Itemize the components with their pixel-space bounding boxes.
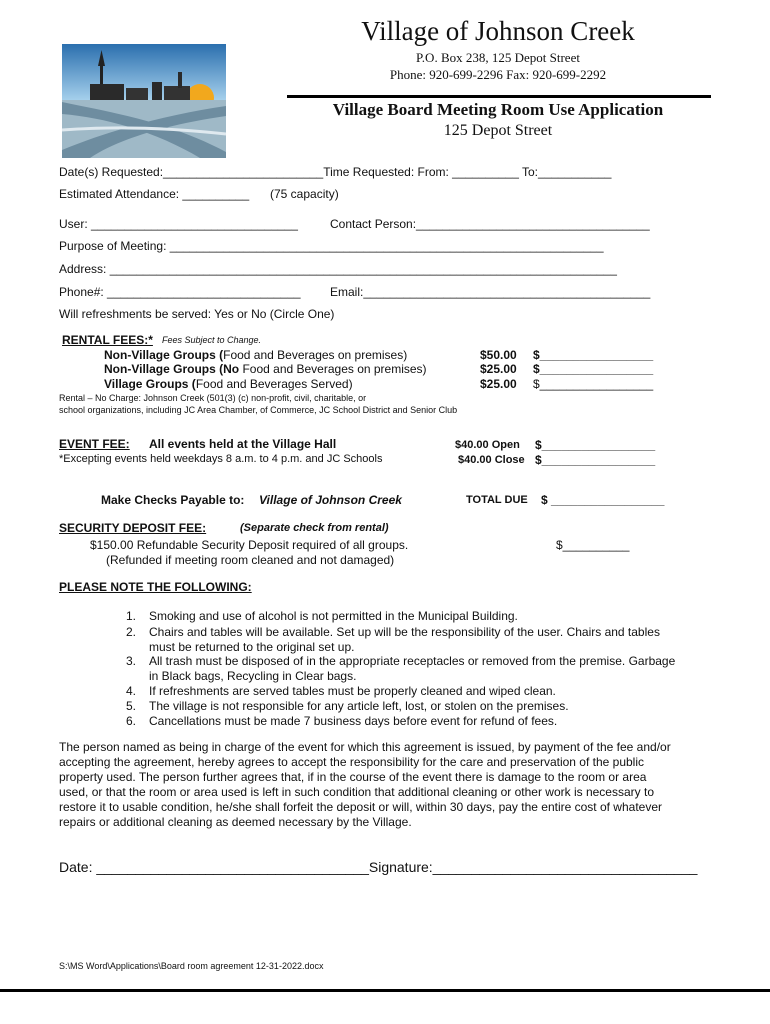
rental-amount-blank[interactable]: $_________________ <box>533 362 654 376</box>
purpose-field[interactable]: Purpose of Meeting: _________________________________________________________________ <box>59 239 604 253</box>
address-field[interactable]: Address: ____________________________________________________________________________ <box>59 262 617 276</box>
checks-payable-label: Make Checks Payable to: <box>101 493 245 507</box>
notes-heading: PLEASE NOTE THE FOLLOWING: <box>59 580 252 594</box>
rental-price: $25.00 <box>480 362 517 376</box>
village-title: Village of Johnson Creek <box>361 16 635 46</box>
total-due-blank[interactable]: $ _________________ <box>541 493 665 507</box>
header-rule <box>287 95 711 98</box>
rental-no-charge-note: school organizations, including JC Area Chamber, of Commerce, JC School District and Senior Club <box>59 405 458 415</box>
rental-fees-note: Fees Subject to Change. <box>162 335 262 345</box>
rental-no-charge-note: Rental – No Charge: Johnson Creek (501(3) (c) non-profit, civil, charitable, or <box>59 393 367 403</box>
user-field[interactable]: User: _______________________________ <box>59 217 298 231</box>
village-logo <box>60 42 228 160</box>
security-deposit-note: (Separate check from rental) <box>240 522 389 534</box>
footer-rule <box>0 989 770 992</box>
total-due-label: TOTAL DUE <box>466 494 528 506</box>
rental-amount-blank[interactable]: $_________________ <box>533 348 654 362</box>
file-path-footer: S:\MS Word\Applications\Board room agreement 12-31-2022.docx <box>59 961 324 971</box>
event-fee-open: $40.00 Open <box>455 439 520 451</box>
rental-row: Village Groups (Food and Beverages Served) <box>104 377 353 391</box>
agreement-line: restore it to usable condition, he/she shall forfeit the deposit or will, within 30 days, pay the entire cost of whatever <box>59 800 662 814</box>
form-title: Village Board Meeting Room Use Application <box>332 100 664 119</box>
date-signature-field[interactable]: Date: ___________________________________Signature:__________________________________ <box>59 859 698 875</box>
security-deposit-heading: SECURITY DEPOSIT FEE: <box>59 521 207 535</box>
deposit-amount-blank[interactable]: $__________ <box>556 538 630 552</box>
security-deposit-refund: (Refunded if meeting room cleaned and not damaged) <box>106 553 395 567</box>
event-fee-exception: *Excepting events held weekdays 8 a.m. to 4 p.m. and JC Schools <box>59 453 383 465</box>
dates-time-field[interactable]: Date(s) Requested:________________________Time Requested: From: __________ To:___________ <box>59 165 612 179</box>
rental-price: $50.00 <box>480 348 517 362</box>
village-address: P.O. Box 238, 125 Depot Street <box>416 50 580 65</box>
agreement-line: property used. The person further agrees that, if in the course of the event there is damage to the room or area <box>59 770 647 784</box>
security-deposit-amount: $150.00 Refundable Security Deposit required of all groups. <box>90 538 409 552</box>
rental-row: Non-Village Groups (Food and Beverages on premises) <box>104 348 408 362</box>
event-fee-close: $40.00 Close <box>458 454 525 466</box>
attendance-field[interactable]: Estimated Attendance: __________ <box>59 187 250 201</box>
event-close-blank[interactable]: $_________________ <box>535 453 656 467</box>
contact-person-field[interactable]: Contact Person:___________________________________ <box>330 217 650 231</box>
agreement-line: repairs or additional cleaning as deemed necessary by the Village. <box>59 815 412 829</box>
rental-amount-blank[interactable]: $_________________ <box>533 377 654 391</box>
rental-price: $25.00 <box>480 377 517 391</box>
event-open-blank[interactable]: $_________________ <box>535 438 656 452</box>
agreement-line: accepting the agreement, hereby agrees to accept the responsibility for the care and preservation of the public <box>59 755 645 769</box>
village-phone-fax: Phone: 920-699-2296 Fax: 920-699-2292 <box>389 67 607 82</box>
email-field[interactable]: Email:___________________________________________ <box>330 285 651 299</box>
form-subtitle: 125 Depot Street <box>443 122 553 139</box>
agreement-line: The person named as being in charge of the event for which this agreement is issued, by payment of the fee and/or <box>59 740 671 754</box>
phone-field[interactable]: Phone#: _____________________________ <box>59 285 301 299</box>
event-fee-description: All events held at the Village Hall <box>149 437 337 451</box>
checks-payee: Village of Johnson Creek <box>259 493 402 507</box>
rental-fees-heading: RENTAL FEES:* <box>62 333 153 347</box>
agreement-line: used, or that the room or area used is left in such condition that additional cleaning or other work is necessary to <box>59 785 654 799</box>
rental-row: Non-Village Groups (No Food and Beverages on premises) <box>104 362 427 376</box>
event-fee-heading: EVENT FEE: <box>59 437 130 451</box>
capacity-note: (75 capacity) <box>270 187 339 201</box>
refreshments-question: Will refreshments be served: Yes or No (Circle One) <box>59 307 335 321</box>
